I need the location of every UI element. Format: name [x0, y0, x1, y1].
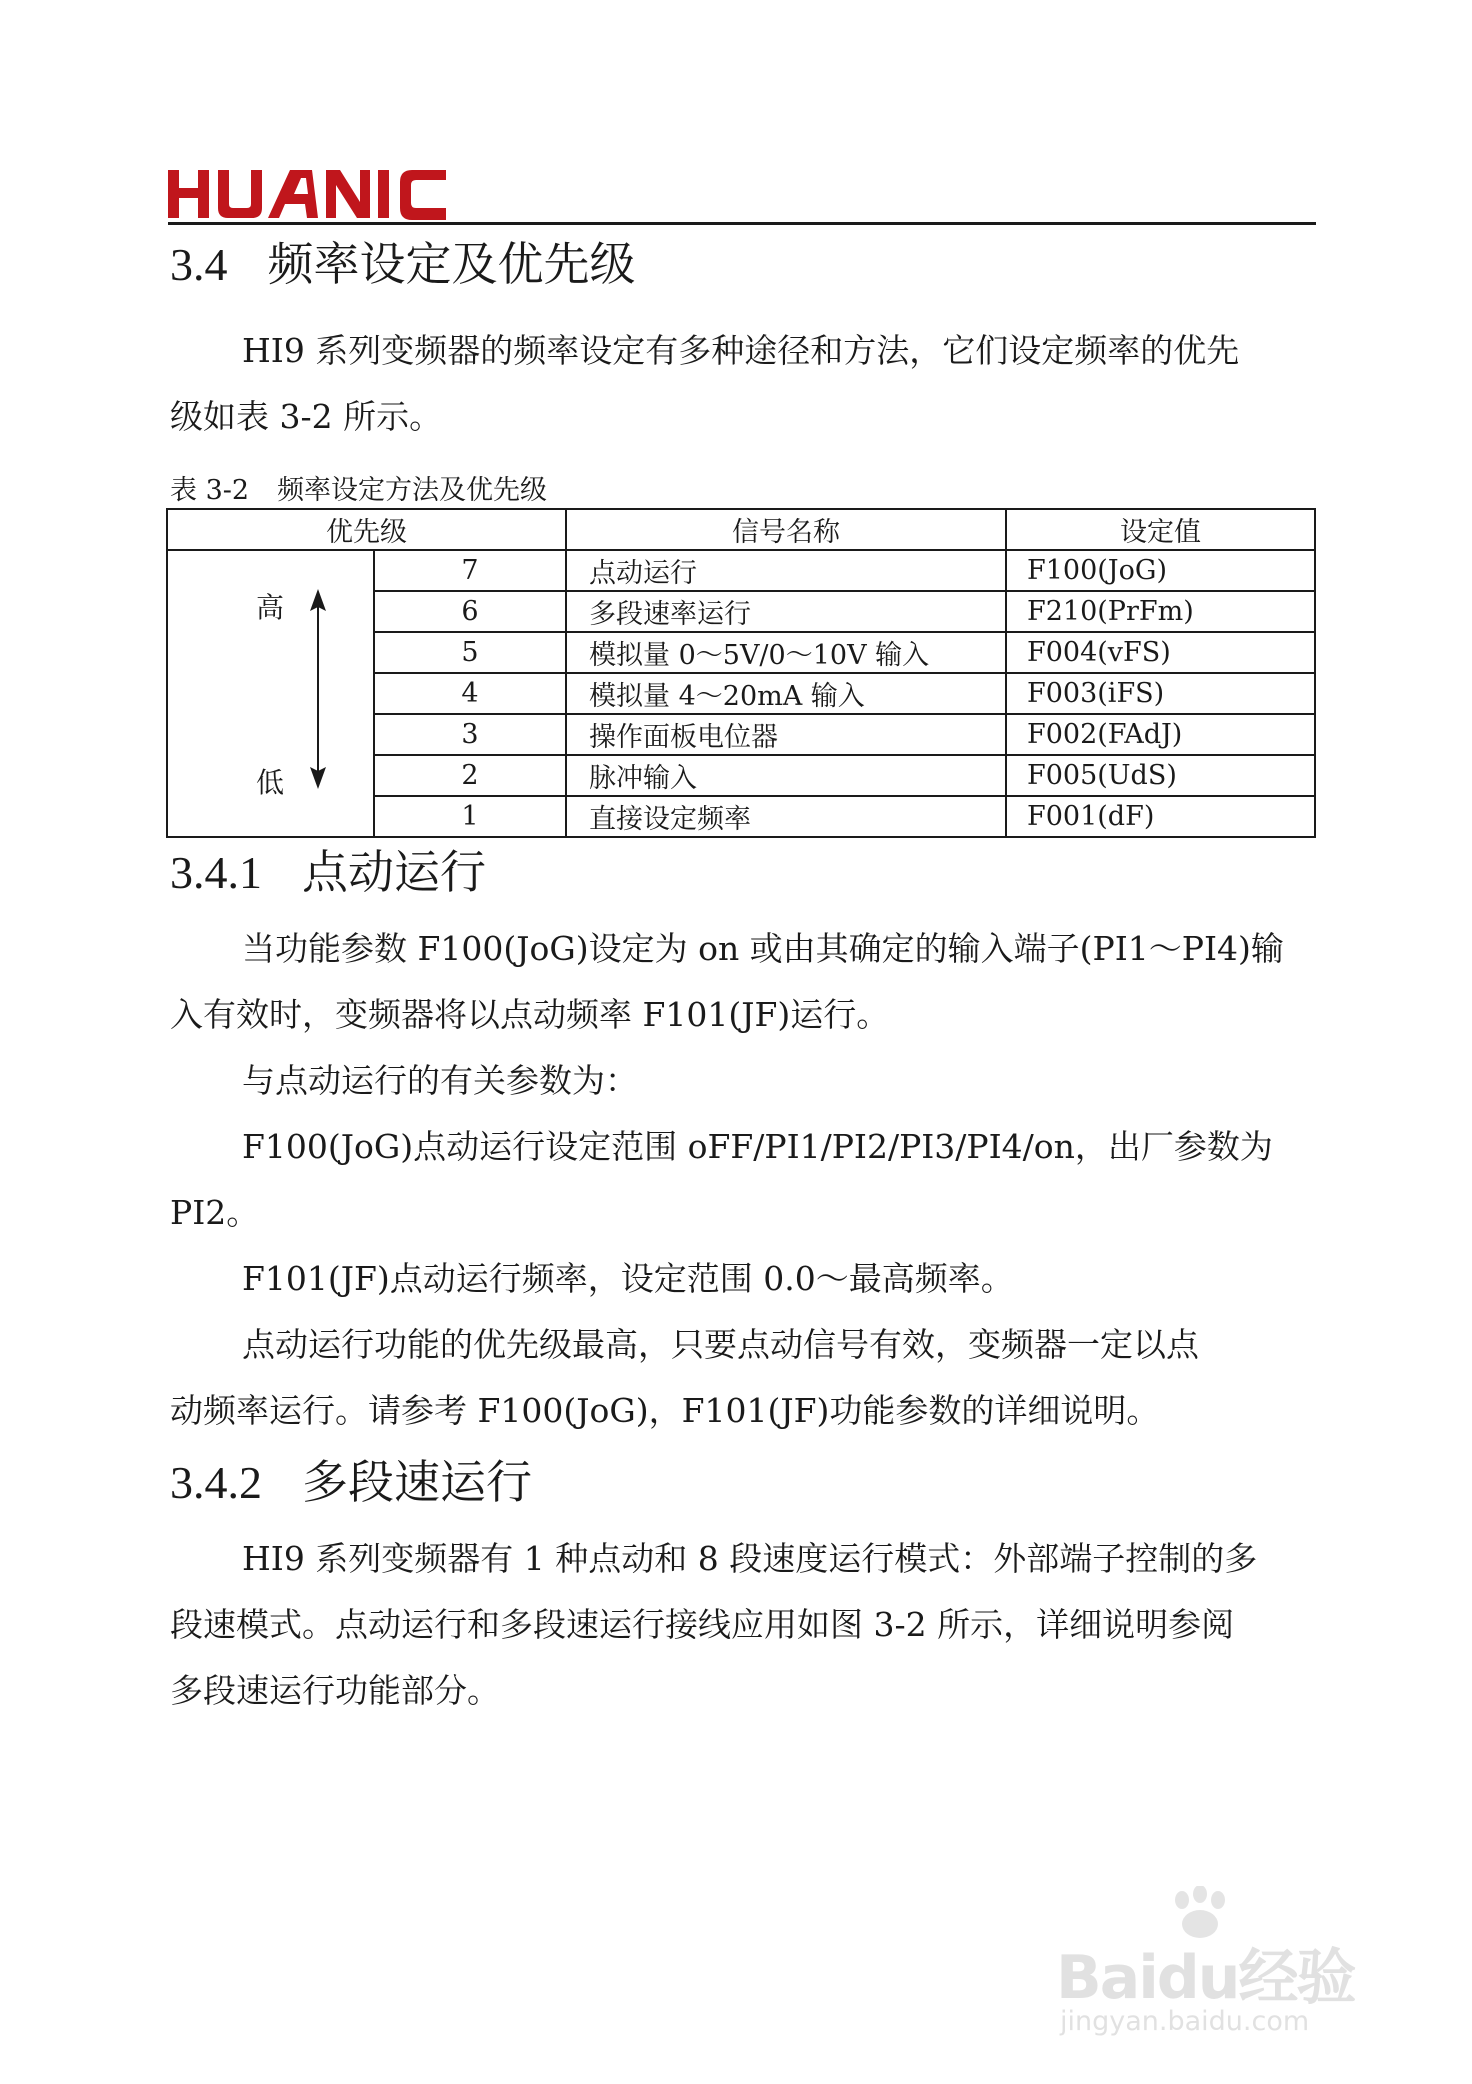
huanic-logo — [168, 168, 448, 220]
priority-table — [166, 508, 1316, 838]
priority-low-label: 低 — [256, 766, 285, 799]
double-arrow-icon — [306, 589, 330, 789]
watermark-url: jingyan.baidu.com — [1060, 2006, 1310, 2037]
watermark-main: Baidu经验 — [1056, 1943, 1355, 2013]
row-signal: 点动运行 — [566, 550, 1006, 591]
paragraph-line: 与点动运行的有关参数为： — [242, 1061, 638, 1100]
section-heading-3-4-1 — [170, 836, 486, 902]
priority-high-label: 高 — [256, 591, 285, 624]
row-level: 1 — [374, 796, 566, 837]
row-level: 2 — [374, 755, 566, 796]
row-level: 5 — [374, 632, 566, 673]
section-heading-3-4 — [170, 228, 636, 294]
row-value: F001(dF) — [1006, 796, 1315, 837]
intro-paragraph — [170, 318, 1316, 450]
row-value: F210(PrFm) — [1006, 591, 1315, 632]
paragraph-line: 动频率运行。请参考 F100(JoG)，F101(JF)功能参数的详细说明。 — [170, 1391, 1160, 1430]
paragraph-line: HI9 系列变频器的频率设定有多种途径和方法，它们设定频率的优先 — [242, 331, 1240, 370]
row-signal: 模拟量 0～5V/0～10V 输入 — [566, 632, 1006, 673]
row-level: 3 — [374, 714, 566, 755]
paragraph-line: 段速模式。点动运行和多段速运行接线应用如图 3-2 所示，详细说明参阅 — [170, 1605, 1235, 1644]
row-signal: 模拟量 4～20mA 输入 — [566, 673, 1006, 714]
paragraph-line: F101(JF)点动运行频率，设定范围 0.0～最高频率。 — [242, 1259, 1014, 1298]
section-title: 频率设定及优先级 — [267, 239, 636, 290]
table-caption — [170, 468, 547, 507]
row-value: F004(vFS) — [1006, 632, 1315, 673]
row-value: F005(UdS) — [1006, 755, 1315, 796]
row-value: F002(FAdJ) — [1006, 714, 1315, 755]
paragraph-line: 级如表 3-2 所示。 — [170, 397, 443, 436]
paragraph-line: HI9 系列变频器有 1 种点动和 8 段速度运行模式：外部端子控制的多 — [242, 1539, 1258, 1578]
paragraph-line: 点动运行功能的优先级最高，只要点动信号有效，变频器一定以点 — [242, 1325, 1199, 1364]
row-signal: 脉冲输入 — [566, 755, 1006, 796]
paragraph-line: 入有效时，变频器将以点动频率 F101(JF)运行。 — [170, 995, 890, 1034]
paragraph-line: F100(JoG)点动运行设定范围 oFF/PI1/PI2/PI3/PI4/on，出厂参数为 — [242, 1127, 1273, 1166]
section-number: 3.4 — [170, 239, 228, 290]
table-row — [167, 550, 1315, 591]
paragraph-line: 多段速运行功能部分。 — [170, 1671, 500, 1710]
row-value: F100(JoG) — [1006, 550, 1315, 591]
section-title: 点动运行 — [302, 847, 486, 898]
jog-section-body — [170, 916, 1316, 1444]
table-caption-title: 频率设定方法及优先级 — [277, 475, 548, 506]
logo-text: HUANIC — [168, 168, 173, 169]
header-rule — [168, 222, 1316, 225]
row-level: 4 — [374, 673, 566, 714]
paragraph-line: PI2。 — [170, 1193, 260, 1232]
header-priority: 优先级 — [167, 509, 566, 550]
header-signal: 信号名称 — [566, 509, 1006, 550]
baidu-watermark — [1050, 1900, 1395, 2050]
table-caption-label: 表 3-2 — [170, 475, 250, 506]
row-signal: 直接设定频率 — [566, 796, 1006, 837]
row-signal: 多段速率运行 — [566, 591, 1006, 632]
row-level: 7 — [374, 550, 566, 591]
section-heading-3-4-2 — [170, 1446, 532, 1512]
section-title: 多段速运行 — [302, 1457, 532, 1508]
row-signal: 操作面板电位器 — [566, 714, 1006, 755]
section-number: 3.4.2 — [170, 1457, 262, 1508]
header-value: 设定值 — [1006, 509, 1315, 550]
paragraph-line: 当功能参数 F100(JoG)设定为 on 或由其确定的输入端子(PI1～PI4)输 — [242, 929, 1284, 968]
multispeed-section-body — [170, 1526, 1316, 1724]
table-header-row — [167, 509, 1315, 550]
section-number: 3.4.1 — [170, 847, 262, 898]
priority-indicator — [167, 550, 374, 837]
row-value: F003(iFS) — [1006, 673, 1315, 714]
row-level: 6 — [374, 591, 566, 632]
